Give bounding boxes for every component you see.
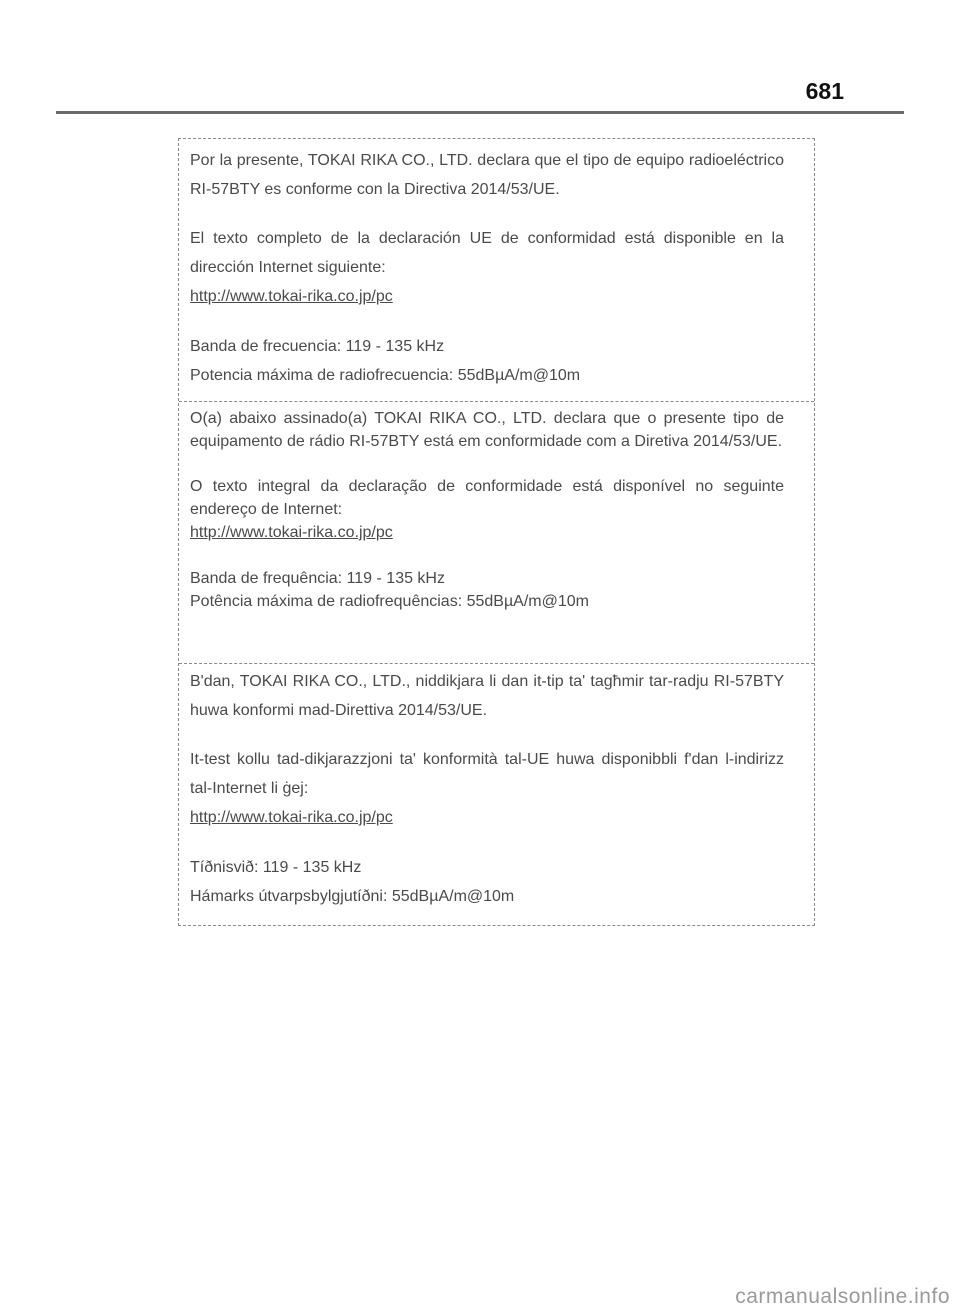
header-divider bbox=[56, 111, 904, 114]
declaration-section-portuguese bbox=[179, 401, 814, 663]
availability-statement: O texto integral da declaração de conformidade está disponível no seguinte endereço de Internet: bbox=[190, 478, 784, 518]
declaration-url-link[interactable]: http://www.tokai-rika.co.jp/pc bbox=[190, 809, 393, 826]
availability-text bbox=[190, 745, 784, 832]
radio-specs bbox=[190, 567, 784, 613]
max-power: Hámarks útvarpsbylgjutíðni: 55dBµA/m@10m bbox=[190, 888, 515, 905]
frequency-band: Tíðnisvið: 119 - 135 kHz bbox=[190, 859, 362, 876]
declaration-text: Por la presente, TOKAI RIKA CO., LTD. declara que el tipo de equipo radioeléctrico RI-57BTY es conforme con la Directiva 2014/53/UE. bbox=[190, 152, 784, 198]
frequency-band: Banda de frecuencia: 119 - 135 kHz bbox=[190, 338, 445, 355]
max-power: Potência máxima de radiofrequências: 55dBµA/m@10m bbox=[190, 593, 589, 610]
availability-statement: El texto completo de la declaración UE de conformidad está disponible en la dirección Internet siguiente: bbox=[190, 230, 784, 276]
availability-text bbox=[190, 224, 784, 311]
declaration-text: B'dan, TOKAI RIKA CO., LTD., niddikjara li dan it-tip ta' tagħmir tar-radju RI-57BTY huwa konformi mad-Direttiva 2014/53/UE. bbox=[190, 673, 784, 719]
availability-statement: It-test kollu tad-dikjarazzjoni ta' konformità tal-UE huwa disponibbli f'dan l-indirizz tal-Internet li ġej: bbox=[190, 751, 784, 797]
max-power: Potencia máxima de radiofrecuencia: 55dBµA/m@10m bbox=[190, 367, 581, 384]
declaration-box bbox=[178, 138, 815, 926]
declaration-section-spanish bbox=[179, 139, 814, 401]
declaration-url-link[interactable]: http://www.tokai-rika.co.jp/pc bbox=[190, 524, 393, 541]
radio-specs bbox=[190, 853, 784, 911]
site-watermark: carmanualsonline.info bbox=[735, 1285, 950, 1308]
availability-text bbox=[190, 475, 784, 544]
page-number: 681 bbox=[805, 78, 844, 104]
frequency-band: Banda de frequência: 119 - 135 kHz bbox=[190, 570, 445, 587]
radio-specs bbox=[190, 332, 784, 390]
declaration-url-link[interactable]: http://www.tokai-rika.co.jp/pc bbox=[190, 288, 393, 305]
declaration-text: O(a) abaixo assinado(a) TOKAI RIKA CO., LTD. declara que o presente tipo de equipamento de rádio RI-57BTY está em conformidade com a Diretiva 2014/53/UE. bbox=[190, 410, 784, 450]
declaration-section-maltese bbox=[179, 663, 814, 925]
